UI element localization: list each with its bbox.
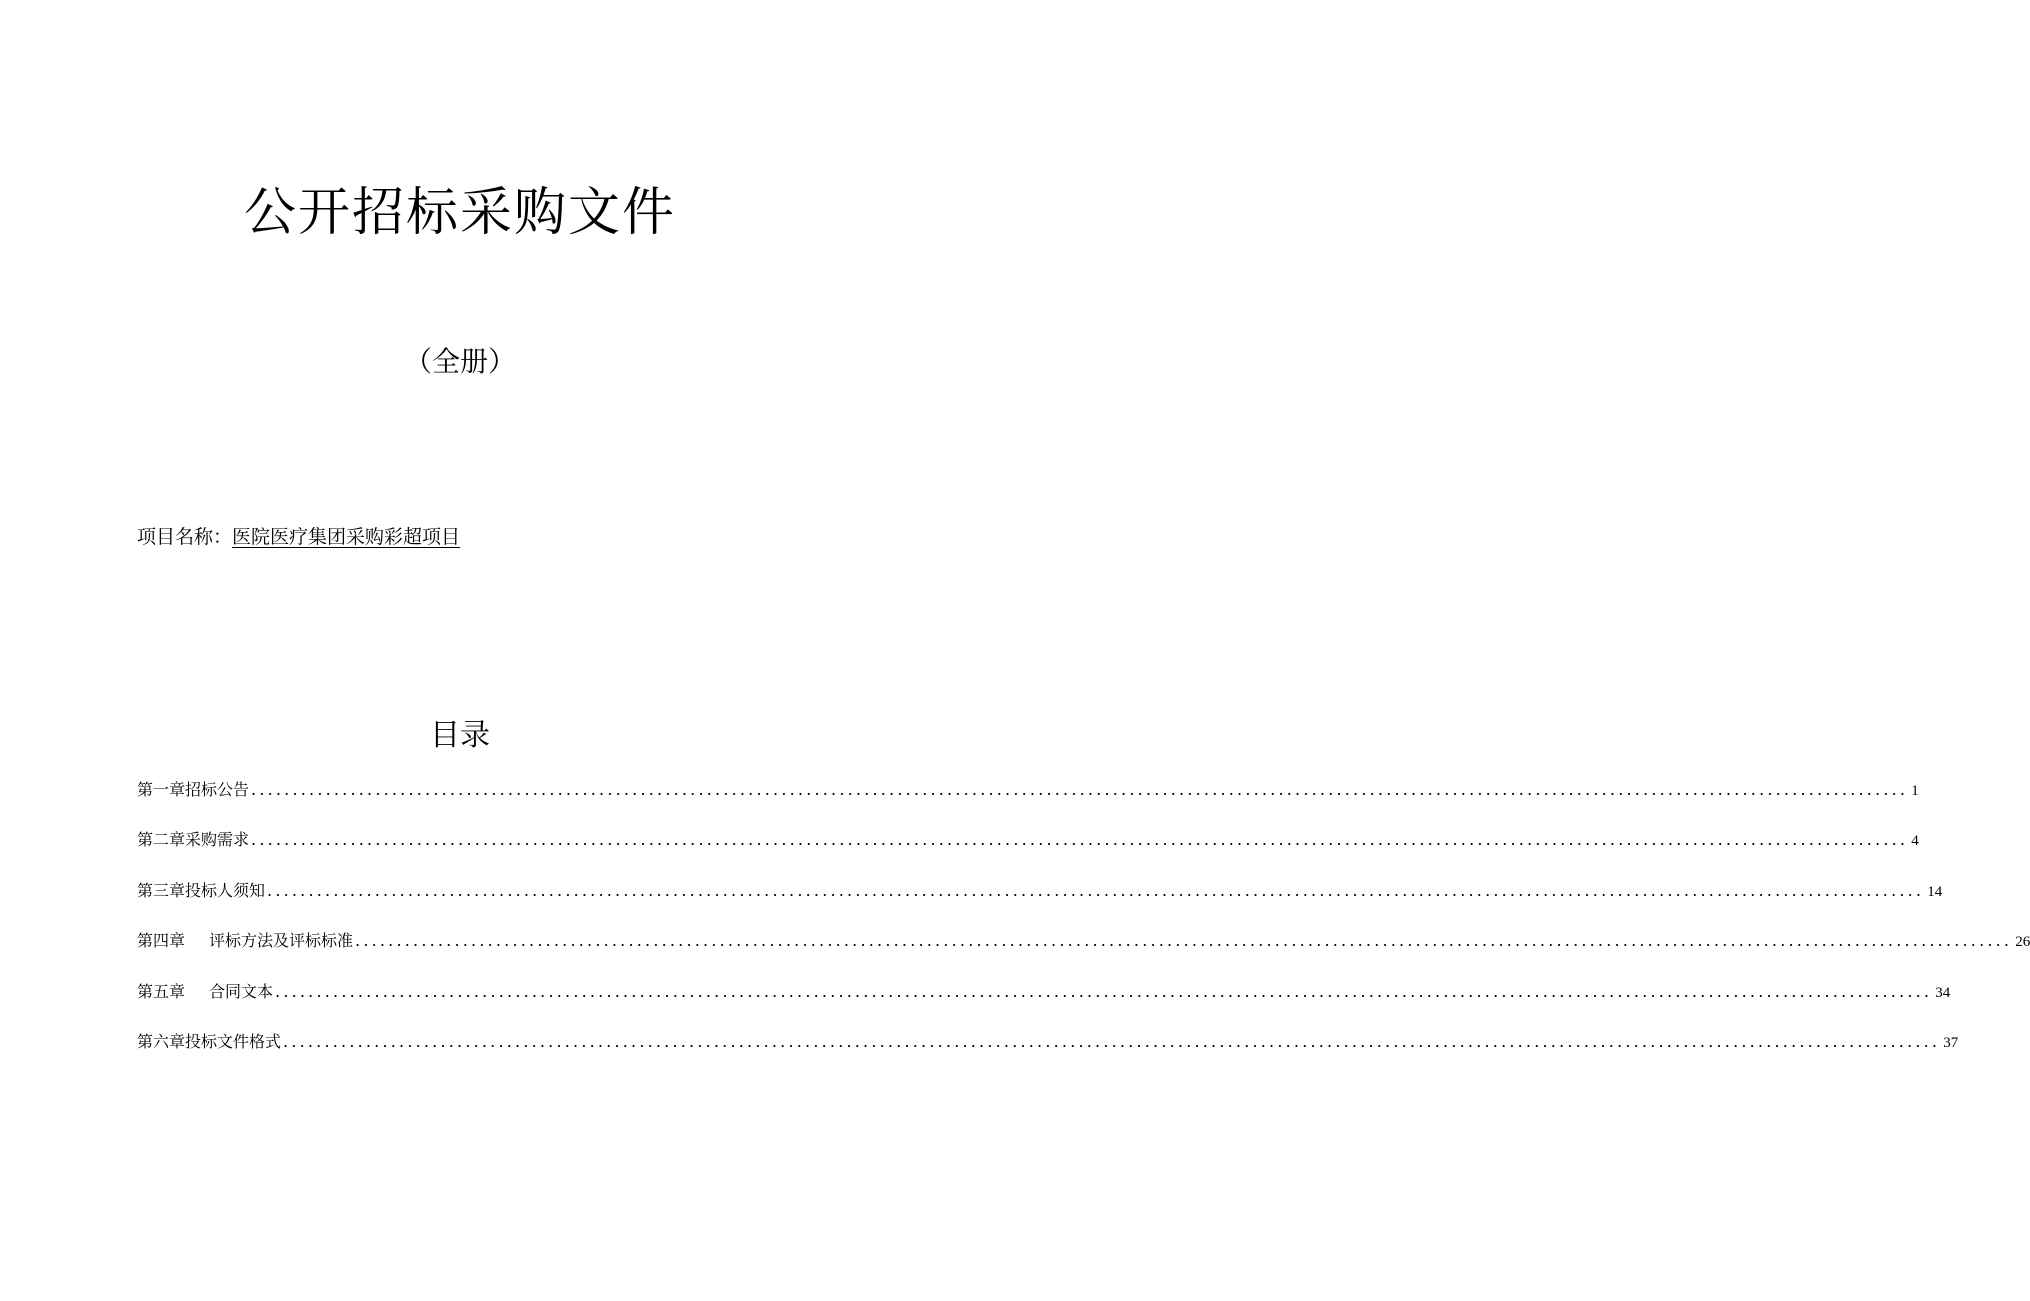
toc-page-number: 1 — [1911, 783, 1919, 799]
toc-chapter-title: 评标方法及评标标准 — [209, 931, 354, 951]
toc-dot-leader: ........................................................................................................................................................................................................ — [355, 931, 2013, 951]
toc-chapter-number: 第四章 — [137, 931, 186, 951]
toc-entry-chapter-3[interactable] — [137, 876, 1943, 926]
table-of-contents — [137, 775, 2030, 1077]
toc-entry-chapter-1[interactable] — [137, 775, 1919, 825]
toc-page-number: 14 — [1927, 883, 1943, 900]
toc-entry-label — [137, 926, 353, 956]
toc-entry-label — [137, 775, 249, 805]
toc-chapter-number: 第六章 — [137, 1031, 186, 1051]
toc-dot-leader: ........................................................................................................................................................................................................ — [251, 780, 1909, 799]
toc-chapter-number: 第二章 — [137, 830, 186, 850]
toc-entry-chapter-5[interactable] — [137, 977, 1951, 1027]
toc-entry-label — [137, 977, 273, 1007]
toc-entry-chapter-2[interactable] — [137, 825, 1919, 875]
toc-entry-label — [137, 876, 265, 906]
toc-chapter-title: 投标文件格式 — [185, 1031, 282, 1051]
toc-dot-leader: ........................................................................................................................................................................................................ — [251, 830, 1909, 850]
toc-dot-leader: ........................................................................................................................................................................................................ — [283, 1031, 1941, 1051]
toc-chapter-number: 第一章 — [137, 780, 186, 799]
toc-entry-label — [137, 1027, 281, 1057]
toc-entry-chapter-4[interactable] — [137, 926, 2030, 976]
project-name-line — [137, 522, 460, 552]
toc-dot-leader: ........................................................................................................................................................................................................ — [267, 880, 1925, 900]
volume-note: （全册） — [403, 345, 516, 378]
toc-page-number: 26 — [2015, 934, 2030, 951]
toc-dot-leader: ........................................................................................................................................................................................................ — [275, 981, 1933, 1001]
toc-heading: 目录 — [430, 718, 490, 753]
toc-chapter-number: 第五章 — [137, 981, 186, 1001]
toc-chapter-number: 第三章 — [137, 880, 186, 900]
toc-page-number: 34 — [1935, 984, 1951, 1001]
project-name-value: 医院医疗集团采购彩超项目 — [232, 526, 461, 548]
toc-chapter-title: 投标人须知 — [185, 880, 266, 900]
toc-entry-label — [137, 825, 249, 855]
toc-chapter-title: 合同文本 — [209, 981, 274, 1001]
toc-entry-chapter-6[interactable] — [137, 1027, 1959, 1077]
document-title: 公开招标采购文件 — [243, 183, 676, 243]
toc-chapter-title: 采购需求 — [185, 830, 250, 850]
toc-page-number: 4 — [1911, 833, 1919, 850]
toc-page-number: 37 — [1943, 1034, 1959, 1051]
project-name-label: 项目名称： — [137, 526, 233, 548]
toc-chapter-title: 招标公告 — [185, 780, 250, 799]
